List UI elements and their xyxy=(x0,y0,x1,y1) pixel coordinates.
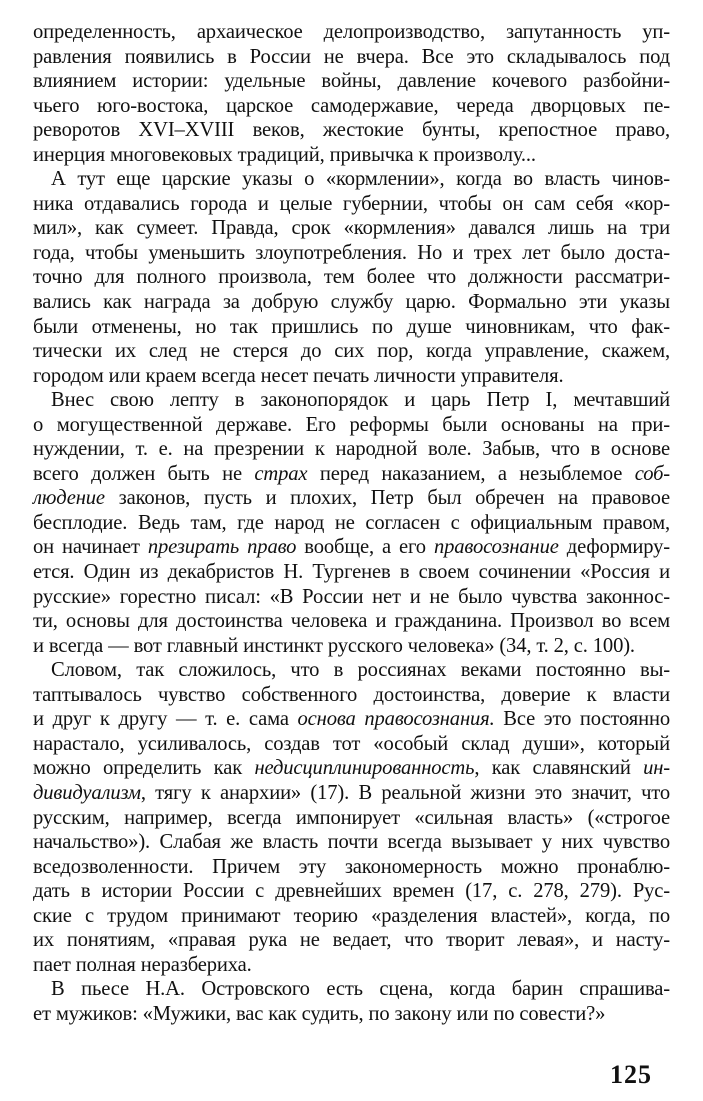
text-line xyxy=(33,953,670,978)
text-run: ские с трудом принимают теорию «разделения властей», когда, по xyxy=(33,904,670,927)
text-line xyxy=(33,486,670,511)
text-run: деформиру- xyxy=(558,536,670,559)
text-run: городом или краем всегда несет печать личности управителя. xyxy=(33,364,564,387)
text-line xyxy=(33,609,670,634)
text-run: ет мужиков: «Мужики, вас как судить, по закону или по совести?» xyxy=(33,1002,606,1025)
italic-text: недисциплинированность xyxy=(254,757,475,780)
text-line xyxy=(33,167,670,192)
text-line xyxy=(33,143,670,168)
text-run: пает полная неразбериха. xyxy=(33,953,252,976)
text-run: русским, например, всегда импонирует «сильная власть» («строгое xyxy=(33,806,670,829)
text-line xyxy=(33,732,670,757)
italic-text: людение xyxy=(33,487,105,510)
text-run: года, чтобы уменьшить злоупотребления. Но и трех лет было доста- xyxy=(33,241,670,264)
paragraph xyxy=(33,388,670,658)
text-line xyxy=(33,20,670,45)
text-line xyxy=(33,265,670,290)
italic-text: правосознание xyxy=(433,536,559,559)
text-line xyxy=(33,855,670,880)
text-line xyxy=(33,69,670,94)
text-line xyxy=(33,339,670,364)
text-run: всего должен быть не xyxy=(33,462,255,485)
italic-text: основа правосознания. xyxy=(297,708,495,731)
text-line xyxy=(33,315,670,340)
text-run: В пьесе Н.А. Островского есть сцена, когда барин спрашива- xyxy=(51,978,670,1001)
text-run: законов, пусть и плохих, Петр был обречен на правовое xyxy=(104,487,670,510)
text-line xyxy=(33,118,670,143)
text-run: вообще, а его xyxy=(296,536,434,559)
text-run: были отменены, но так пришлись по душе чиновникам, что фак- xyxy=(33,315,670,338)
text-run: таптывалось чувство собственного достоинства, доверие к власти xyxy=(33,683,670,706)
text-run: Внес свою лепту в законопорядок и царь Петр I, мечтавший xyxy=(51,389,670,412)
text-line xyxy=(33,94,670,119)
text-run: точно для полного произвола, тем более что должности рассматри- xyxy=(33,266,670,289)
text-line xyxy=(33,290,670,315)
text-run: ти, основы для достоинства человека и гражданина. Произвол во всем xyxy=(33,610,670,633)
text-run: бесплодие. Ведь там, где народ не согласен с официальным правом, xyxy=(33,511,670,534)
text-run: начальство»). Слабая же власть почти всегда вызывает у них чувство xyxy=(33,831,670,854)
paragraph xyxy=(33,20,670,167)
text-run: , тягу к анархии» (17). В реальной жизни это значит, что xyxy=(140,781,670,804)
text-line xyxy=(33,437,670,462)
text-line xyxy=(33,1002,670,1027)
text-run: влиянием истории: удельные войны, давление кочевого разбойни- xyxy=(33,70,670,93)
text-run: мил», как сумеет. Правда, срок «кормления» давался лишь на три xyxy=(33,217,670,240)
text-line xyxy=(33,585,670,610)
text-run: он начинает xyxy=(33,536,148,559)
text-line xyxy=(33,928,670,953)
paragraph xyxy=(33,977,670,1026)
page-number: 125 xyxy=(610,1060,652,1089)
text-run: русские» горестно писал: «В России нет и не было чувства законнос- xyxy=(33,585,670,608)
italic-text: презирать право xyxy=(147,536,297,559)
text-run: инерция многовековых традиций, привычка к произволу... xyxy=(33,143,536,166)
text-run: , как славянский xyxy=(474,757,644,780)
text-run: равления появились в России не вчера. Все это складывалось под xyxy=(33,45,670,68)
text-line xyxy=(33,830,670,855)
text-run: А тут еще царские указы о «кормлении», когда во власть чинов- xyxy=(51,168,670,191)
text-line xyxy=(33,364,670,389)
text-line xyxy=(33,241,670,266)
text-run: Все это постоянно xyxy=(494,708,670,731)
text-run: вседозволенности. Причем эту закономерность можно пронаблю- xyxy=(33,855,670,878)
text-line xyxy=(33,462,670,487)
italic-text: ин- xyxy=(643,757,670,780)
text-run: перед наказанием, а незыблемое xyxy=(307,462,635,485)
text-line xyxy=(33,904,670,929)
text-run: реворотов XVI–XVIII веков, жестокие бунты, крепостное право, xyxy=(33,119,670,142)
text-line xyxy=(33,388,670,413)
text-line xyxy=(33,756,670,781)
text-line xyxy=(33,511,670,536)
italic-text: соб- xyxy=(634,462,671,485)
text-line xyxy=(33,192,670,217)
text-run: нуждении, т. е. на презрении к народной воле. Забыв, что в основе xyxy=(33,438,670,461)
text-line xyxy=(33,560,670,585)
text-line xyxy=(33,634,670,659)
text-run: нарастало, усиливалось, создав тот «особый склад души», который xyxy=(33,732,670,755)
text-run: определенность, архаическое делопроизводство, запутанность уп- xyxy=(33,21,670,43)
text-body xyxy=(33,20,670,1026)
text-run: ется. Один из декабристов Н. Тургенев в своем сочинении «Россия и xyxy=(33,561,670,584)
paragraph xyxy=(33,167,670,388)
italic-text: дивидуализм xyxy=(33,781,141,804)
italic-text: страх xyxy=(254,462,308,485)
text-run: вались как награда за добрую службу царю. Формально эти указы xyxy=(33,291,670,314)
text-run: Словом, так сложилось, что в россиянах веками постоянно вы- xyxy=(51,659,670,682)
text-run: и друг к другу — т. е. сама xyxy=(33,708,298,731)
text-run: дать в истории России с древнейших времен (17, с. 278, 279). Рус- xyxy=(33,880,670,903)
paragraph xyxy=(33,658,670,977)
text-line xyxy=(33,216,670,241)
text-line xyxy=(33,658,670,683)
text-line xyxy=(33,707,670,732)
text-run: ника отдавались города и целые губернии, чтобы он сам себя «кор- xyxy=(33,192,670,215)
text-line xyxy=(33,535,670,560)
text-line xyxy=(33,683,670,708)
text-run: тически их след не стерся до сих пор, когда управление, скажем, xyxy=(33,340,670,363)
text-line xyxy=(33,806,670,831)
text-run: о могущественной державе. Его реформы были основаны на при- xyxy=(33,413,670,436)
text-line xyxy=(33,45,670,70)
text-run: их понятиям, «правая рука не ведает, что творит левая», и насту- xyxy=(33,929,670,952)
text-line xyxy=(33,977,670,1002)
text-line xyxy=(33,879,670,904)
text-run: и всегда — вот главный инстинкт русского человека» (34, т. 2, с. 100). xyxy=(33,634,635,657)
text-run: чьего юго-востока, царское самодержавие, череда дворцовых пе- xyxy=(33,94,670,117)
text-line xyxy=(33,413,670,438)
text-run: можно определить как xyxy=(33,757,255,780)
text-line xyxy=(33,781,670,806)
